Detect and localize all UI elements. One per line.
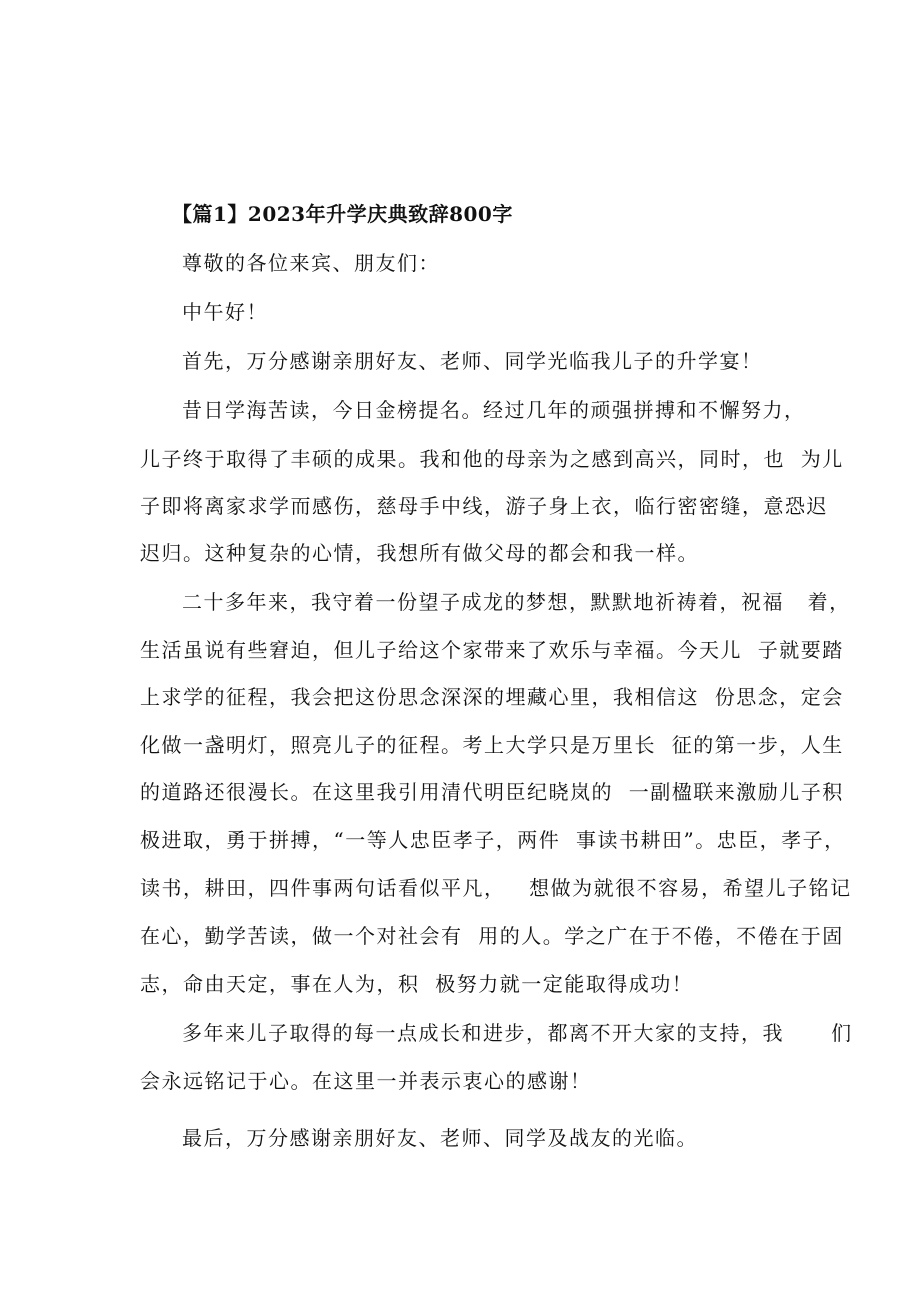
opening-line: 首先，万分感谢亲朋好友、老师、同学光临我儿子的升学宴！ [182, 349, 763, 373]
paragraph-line: 多年来儿子取得的每一点成长和进步，都离不开大家的支持，我 们 [182, 1021, 853, 1045]
paragraph-line: 读书，耕田，四件事两句话看似平凡， 想做为就很不容易，希望儿子铭记 [140, 876, 852, 900]
paragraph-line: 化做一盏明灯，照亮儿子的征程。考上大学只是万里长 征的第一步，人生 [140, 733, 844, 757]
document-title: 【篇1】2023年升学庆典致辞800字 [172, 202, 513, 226]
paragraph-line: 志，命由天定，事在人为，积 极努力就一定能取得成功！ [140, 972, 694, 996]
paragraph-line: 极进取，勇于拼搏，“一等人忠臣孝子，两件 事读书耕田”。忠臣，孝子， [140, 828, 846, 852]
salutation: 尊敬的各位来宾、朋友们： [182, 251, 440, 275]
paragraph-line: 昔日学海苦读，今日金榜提名。经过几年的顽强拼搏和不懈努力， [182, 398, 806, 422]
paragraph-line: 的道路还很漫长。在这里我引用清代明臣纪晓岚的 一副楹联来激励儿子积 [140, 780, 844, 804]
paragraph-line: 会永远铭记于心。在这里一并表示衷心的感谢！ [140, 1069, 592, 1093]
paragraph-line: 在心，勤学苦读，做一个对社会有 用的人。学之广在于不倦，不倦在于固 [140, 924, 844, 948]
paragraph-line: 子即将离家求学而感伤，慈母手中线，游子身上衣，临行密密缝，意恐迟 [140, 494, 828, 518]
paragraph-line: 儿子终于取得了丰硕的成果。我和他的母亲为之感到高兴，同时，也 为儿 [140, 447, 844, 471]
paragraph-line: 二十多年来，我守着一份望子成龙的梦想，默默地祈祷着，祝福 着， [182, 590, 851, 614]
closing-line: 最后，万分感谢亲朋好友、老师、同学及战友的光临。 [182, 1126, 698, 1150]
greeting: 中午好！ [182, 300, 268, 324]
paragraph-line: 上求学的征程，我会把这份思念深深的埋藏心里，我相信这 份思念，定会 [140, 685, 844, 709]
paragraph-line: 生活虽说有些窘迫，但儿子给这个家带来了欢乐与幸福。今天儿 子就要踏 [140, 638, 844, 662]
paragraph-line: 迟归。这种复杂的心情，我想所有做父母的都会和我一样。 [140, 541, 699, 565]
